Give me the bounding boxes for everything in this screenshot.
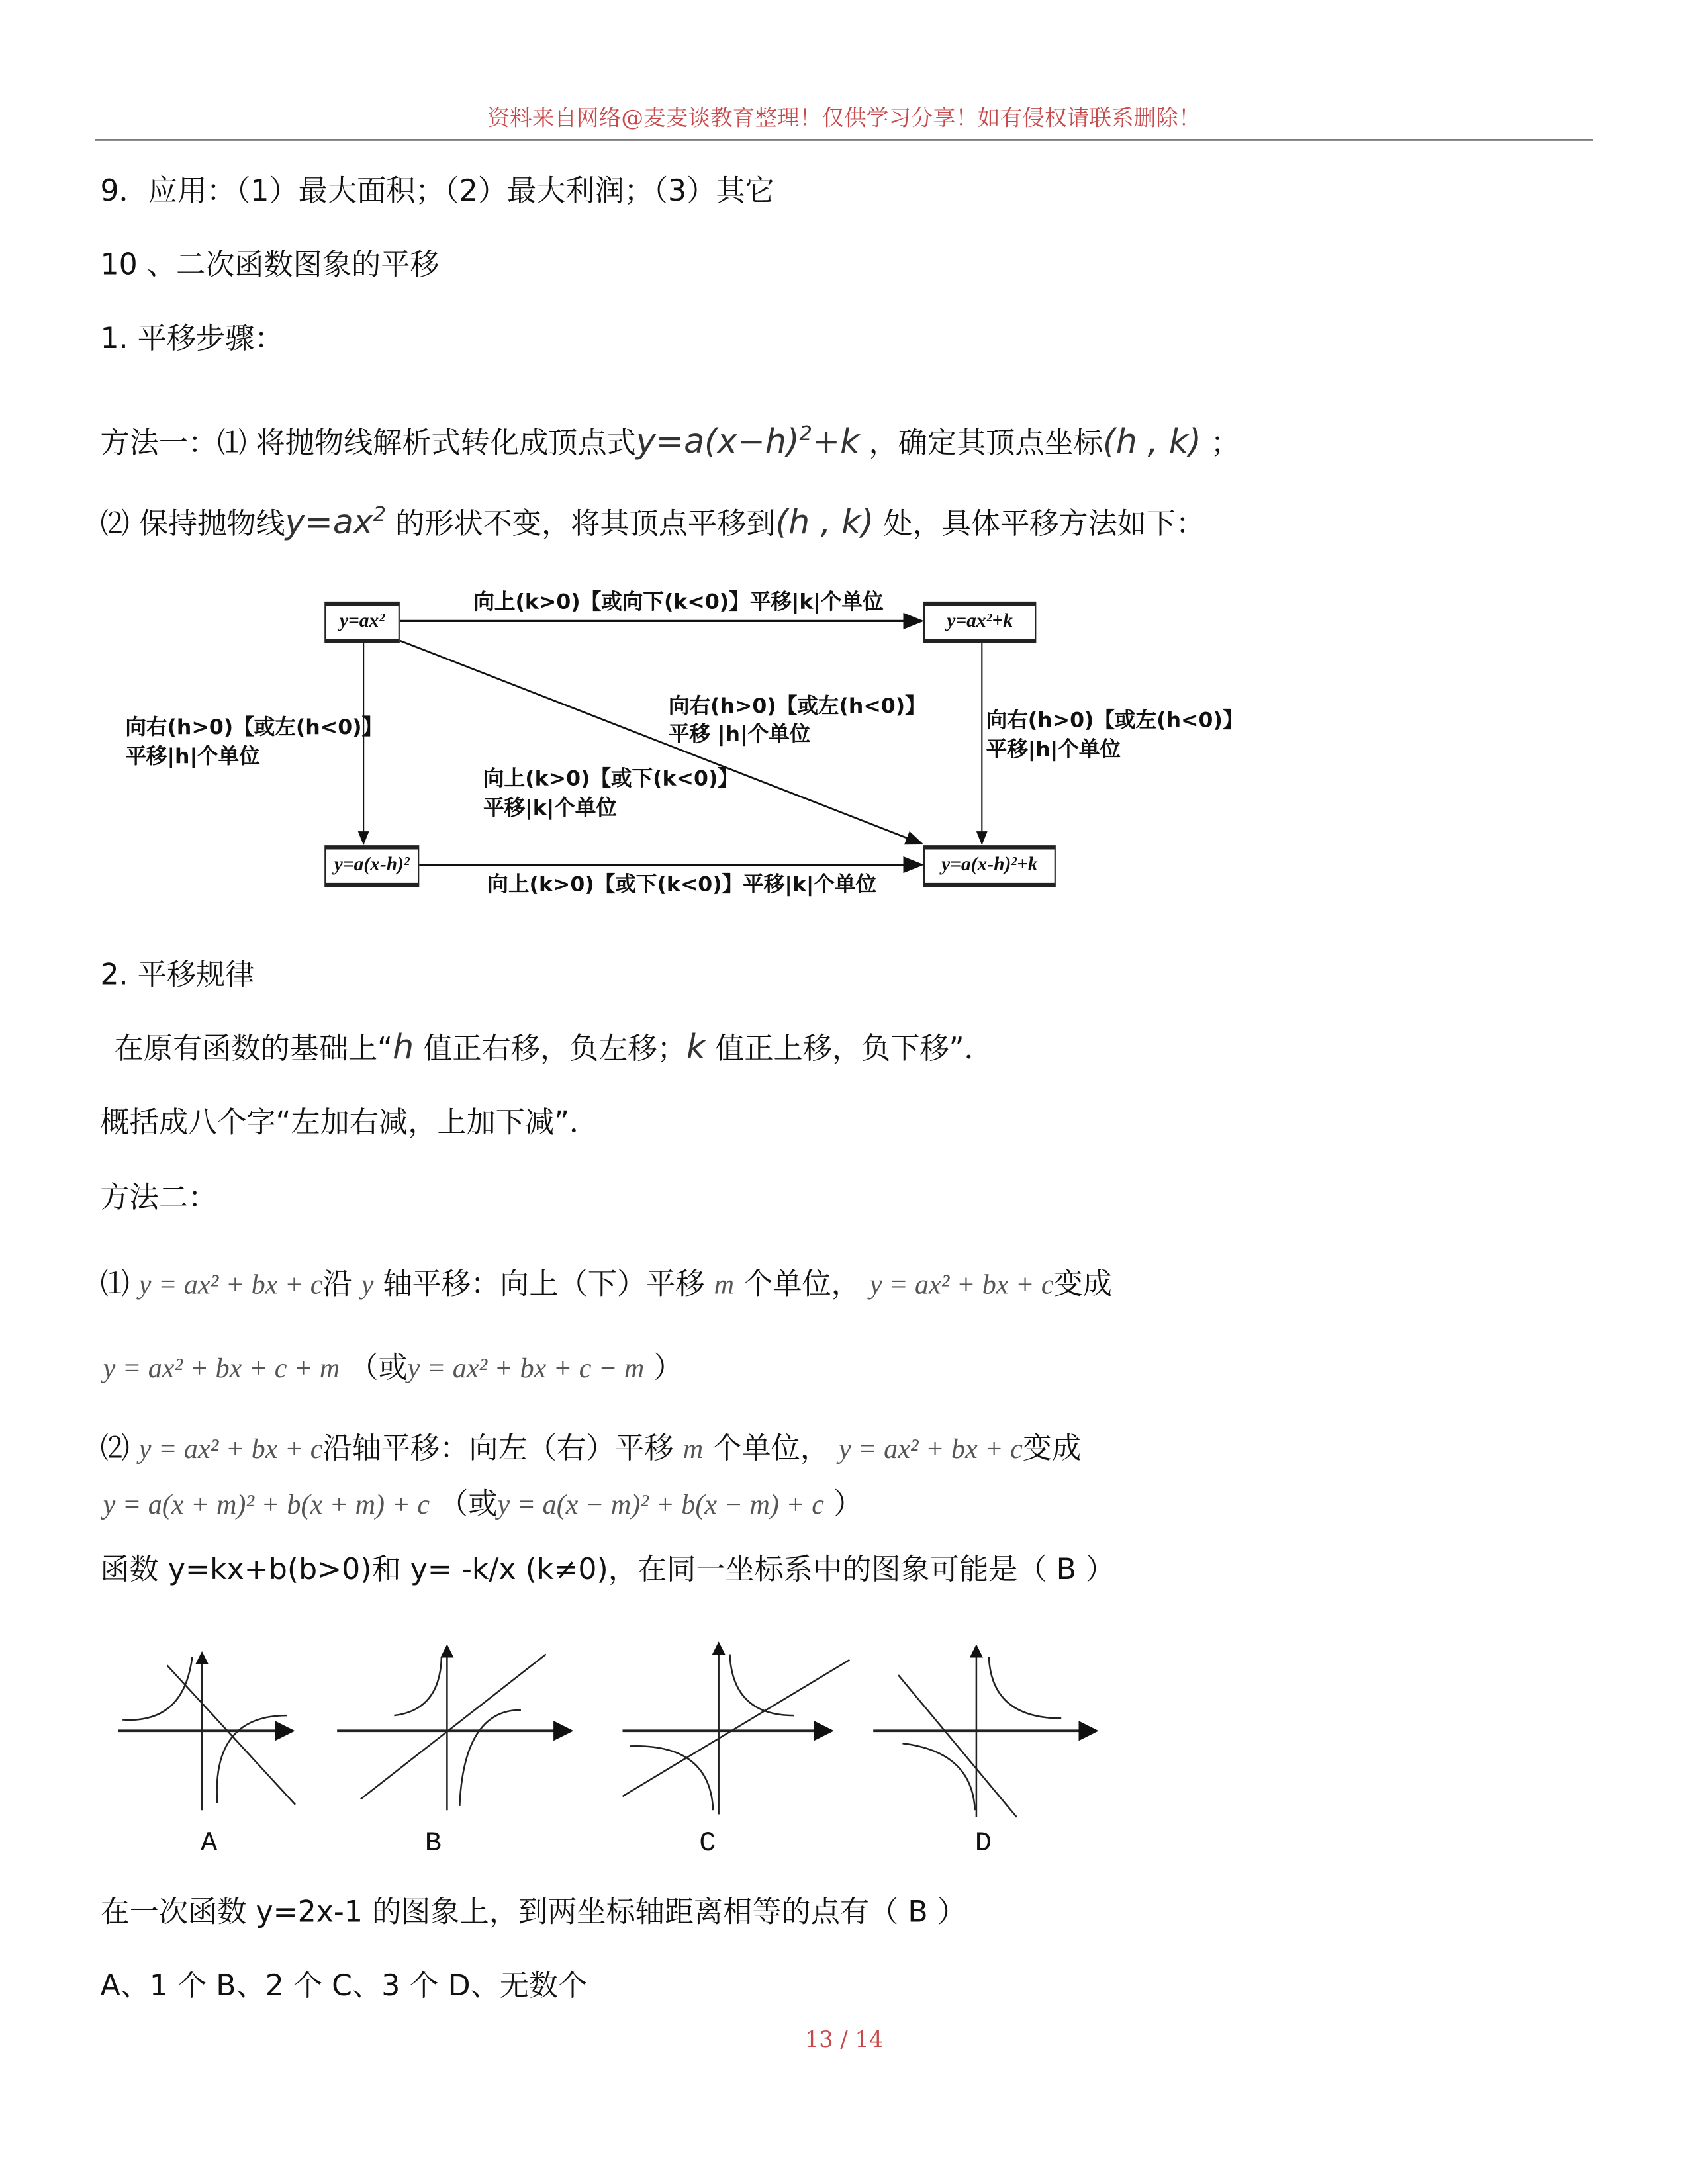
question-1: 函数 y=kx+b(b>0)和 y= -k/x (k≠0)，在同一坐标系中的图象可能是（ B ） [100,1552,1115,1586]
formula: y=a(x−h) [635,422,800,461]
hyperbola-branch [729,1655,794,1716]
exponent: 2 [373,504,386,527]
box-vertex-form: y=a(x-h)²+k [923,845,1056,887]
step-2-heading: 2. 平移规律 [100,958,255,992]
hyperbola-branch [122,1657,192,1720]
line [167,1665,295,1804]
label-right-2: 平移|h|个单位 [986,737,1121,762]
formula-tail: +k [812,422,860,461]
graph-c [622,1643,849,1815]
text: 方法一：⑴ 将抛物线解析式转化成顶点式 [100,426,636,460]
vertex-coordinate: (h , k) [775,502,874,542]
line [361,1655,546,1799]
formula: y = ax² + bx + c − m [407,1353,645,1385]
hyperbola-branch [989,1657,1061,1719]
text: 个单位， [743,1267,861,1301]
text: 变成 [1053,1267,1112,1301]
exponent: 2 [799,423,812,446]
graph-a [118,1653,295,1810]
text: ； [1210,426,1241,460]
text: 变成 [1022,1431,1082,1465]
label-bottom: 向上(k>0)【或下(k<0)】平移|k|个单位 [487,872,877,897]
formula: y = a(x + m)² + b(x + m) + c [103,1490,430,1521]
label-top: 向上(k>0)【或向下(k<0)】平移|k|个单位 [473,588,884,614]
graph-label-a: A [200,1828,218,1860]
hyperbola-branch [630,1746,713,1810]
item-10: 10 、二次函数图象的平移 [100,248,440,282]
formula: y = ax² + bx + c + m [103,1353,340,1385]
graph-b [337,1646,571,1810]
formula: y = ax² + bx + c [138,1269,323,1301]
line [622,1660,849,1796]
label-diagonal-2: 平移 |h|个单位 [668,721,811,747]
box-y-ax2: y=ax² [324,602,400,643]
label-left-2: 平移|h|个单位 [125,743,260,769]
graph-d [873,1646,1096,1817]
var-m: m [714,1269,735,1301]
text: （或 [349,1350,408,1385]
text: 沿 [322,1267,352,1301]
label-middle-2: 平移|k|个单位 [483,795,617,821]
text: （或 [439,1487,498,1521]
label-right-1: 向右(h>0)【或左(h<0)】 [986,707,1244,733]
item-number: ⑵ [100,1431,130,1465]
graph-label-b: B [424,1828,442,1860]
summary-line: 概括成八个字“左加右减，上加下减”． [100,1105,599,1140]
vertex-coordinate: (h , k) [1103,422,1201,461]
label-middle-1: 向上(k>0)【或下(k<0)】 [483,766,739,792]
step-1-heading: 1. 平移步骤： [100,322,284,355]
formula: y = a(x − m)² + b(x − m) + c [497,1490,824,1521]
hyperbola-branch [217,1715,287,1803]
page-number: 13 / 14 [804,2026,884,2053]
formula: y = ax² + bx + c [869,1269,1054,1301]
question-2: 在一次函数 y=2x-1 的图象上，到两坐标轴距离相等的点有（ B ） [100,1895,966,1929]
var-k: k [686,1027,706,1067]
hyperbola-branch [394,1657,442,1715]
text: ） [653,1350,683,1385]
box-y-a-x-minus-h-sq: y=a(x-h)² [324,845,419,887]
watermark-header: 资料来自网络@麦麦谈教育整理！仅供学习分享！如有侵权请联系删除！ [487,104,1201,131]
method-2-heading: 方法二： [100,1181,218,1214]
text: 在原有函数的基础上“ [114,1032,393,1066]
item-number: ⑴ [100,1267,130,1301]
label-diagonal-1: 向右(h>0)【或左(h<0)】 [668,693,926,719]
text: 处，具体平移方法如下： [883,506,1205,541]
var-y: y [361,1269,374,1301]
text: 轴平移：向上（下）平移 [383,1267,705,1301]
graph-label-d: D [974,1828,992,1860]
text: 个单位， [712,1431,829,1465]
text: 沿轴平移：向左（右）平移 [322,1431,674,1465]
hyperbola-branch [459,1710,521,1806]
question-2-options: A、1 个 B、2 个 C、3 个 D、无数个 [100,1969,588,2003]
text: 的形状不变，将其顶点平移到 [395,506,776,541]
text: ） [833,1487,863,1521]
item-9: 9．应用：（1）最大面积；（2）最大利润；（3）其它 [100,174,774,208]
text: 值正右移，负左移； [423,1032,686,1066]
graph-label-c: C [699,1828,716,1860]
text: ，确定其顶点坐标 [868,426,1103,460]
text: ⑵ 保持抛物线 [100,506,285,541]
label-left-1: 向右(h>0)【或左(h<0)】 [125,714,383,740]
var-h: h [393,1027,414,1067]
box-y-ax2-plus-k: y=ax²+k [923,602,1036,643]
formula: y=ax [285,502,373,542]
text: 值正上移，负下移”． [715,1032,994,1066]
formula: y = ax² + bx + c [839,1434,1023,1465]
var-m: m [682,1434,704,1465]
formula: y = ax² + bx + c [138,1434,323,1465]
